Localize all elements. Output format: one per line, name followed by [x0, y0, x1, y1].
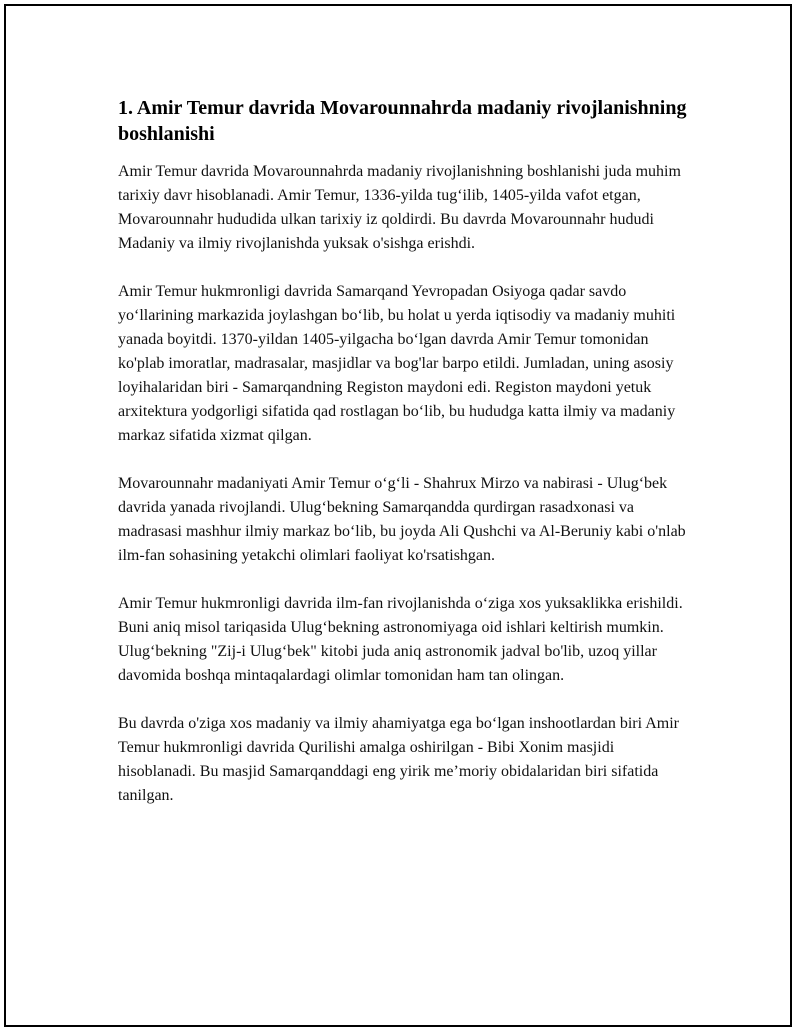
paragraph-samarqand: Amir Temur hukmronligi davrida Samarqand Yevropadan Osiyoga qadar savdo yo‘llarining markazida joylashgan bo‘lib, bu holat u yerda iqtisodiy va madaniy muhiti yanada boyitdi. 1370-yildan 1405-yilgacha bo‘lgan davrda Amir Temur tomonidan ko'plab imoratlar, madrasalar, masjidlar va bog'lar barpo etildi. Jumladan, uning asosiy loyihalaridan biri - Samarqandning Registon maydoni edi. Registon maydoni yetuk arxitektura yodgorligi sifatida qad rostlagan bo‘lib, bu hududga katta ilmiy va madaniy markaz sifatida xizmat qilgan. — [118, 283, 676, 444]
section-heading: 1. Amir Temur davrida Movarounnahrda madaniy rivojlanishning boshlanishi — [118, 97, 687, 145]
paragraph-bibi-xonim: Bu davrda o'ziga xos madaniy va ilmiy ahamiyatga ega bo‘lgan inshootlardan biri Amir Temur hukmronligi davrida Qurilishi amalga oshirilgan - Bibi Xonim masjidi hisoblanadi. Bu masjid Samarqanddagi eng yirik me’moriy obidalaridan biri sifatida tanilgan. — [118, 715, 679, 804]
paragraph-science: Amir Temur hukmronligi davrida ilm-fan rivojlanishda o‘ziga xos yuksaklikka erishildi. Buni aniq misol tariqasida Ulug‘bekning astronomiyaga oid ishlari keltirish mumkin. Ulug‘bekning "Zij-i Ulug‘bek" kitobi juda aniq astronomik jadval bo'lib, uzoq yillar davomida boshqa mintaqalardagi olimlar tomonidan ham tan olingan. — [118, 595, 683, 684]
paragraph-ulugbek: Movarounnahr madaniyati Amir Temur o‘g‘li - Shahrux Mirzo va nabirasi - Ulug‘bek davrida yanada rivojlandi. Ulug‘bekning Samarqandda qurdirgan rasadxonasi va madrasasi mashhur ilmiy markaz bo‘lib, bu joyda Ali Qushchi va Al-Beruniy kabi o'nlab ilm-fan sohasining yetakchi olimlari faoliyat ko'rsatishgan. — [118, 475, 686, 564]
paragraph-intro: Amir Temur davrida Movarounnahrda madaniy rivojlanishning boshlanishi juda muhim tarixiy davr hisoblanadi. Amir Temur, 1336-yilda tug‘ilib, 1405-yilda vafot etgan, Movarounnahr hududida ulkan tarixiy iz qoldirdi. Bu davrda Movarounnahr hududi Madaniy va ilmiy rivojlanishda yuksak o'sishga erishdi. — [118, 163, 681, 252]
document-body — [118, 95, 688, 832]
